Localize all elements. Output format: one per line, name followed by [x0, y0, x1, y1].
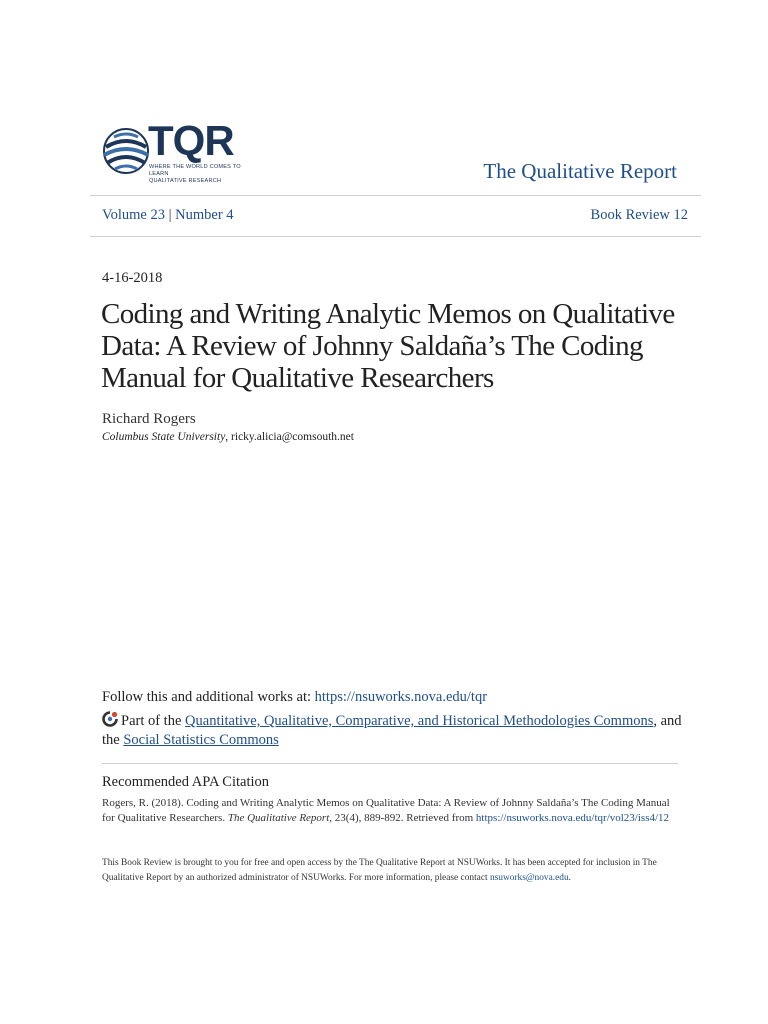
logo-tagline-line1: WHERE THE WORLD COMES TO LEARN: [149, 164, 241, 177]
commons-link-social-statistics[interactable]: Social Statistics Commons: [123, 732, 279, 748]
journal-title-link[interactable]: The Qualitative Report: [483, 159, 677, 183]
publication-date: 4-16-2018: [102, 270, 163, 286]
volume-separator: |: [168, 207, 172, 223]
logo-tagline-line2: QUALITATIVE RESEARCH: [149, 178, 222, 184]
header-divider-bottom: [90, 236, 701, 237]
commons-link-methodologies[interactable]: Quantitative, Qualitative, Comparative, and Historical Methodologies Commons: [185, 713, 654, 729]
access-note: [102, 856, 682, 886]
part-of-prefix: Part of the: [121, 713, 186, 729]
book-review-link[interactable]: Book Review 12: [590, 207, 688, 223]
network-commons-icon: [102, 711, 118, 727]
author-affiliation: [102, 431, 354, 443]
follow-text: Follow this and additional works at:: [102, 689, 315, 705]
follow-line: [102, 689, 487, 706]
tqr-logo[interactable]: [100, 117, 250, 184]
follow-link[interactable]: https://nsuworks.nova.edu/tqr: [314, 689, 488, 705]
citation-text: [102, 796, 682, 825]
author-name: Richard Rogers: [102, 411, 196, 427]
citation-divider: [102, 763, 678, 764]
author-email: , ricky.alicia@comsouth.net: [225, 431, 354, 443]
contact-email-link[interactable]: nsuworks@nova.edu: [489, 873, 569, 883]
volume-link[interactable]: Volume 23: [102, 207, 165, 223]
citation-part2: , 23(4), 889-892. Retrieved from: [329, 811, 476, 824]
volume-issue: [102, 207, 234, 224]
header-divider-top: [90, 195, 701, 196]
number-link[interactable]: Number 4: [175, 207, 234, 223]
article-title: Coding and Writing Analytic Memos on Qualitative Data: A Review of Johnny Saldaña’s The Coding Manual for Qualitative Researchers: [101, 298, 675, 394]
logo-wordmark: TQR: [148, 117, 234, 164]
globe-logo-icon: [100, 125, 152, 177]
affiliation-name: Columbus State University: [102, 431, 226, 443]
access-note-text: This Book Review is brought to you for free and open access by the The Qualitative Report at NSUWorks. It has been accepted for inclusion in The Qualitative Report by an authorized administrator of NSUWorks. For more information, please contact: [102, 858, 657, 883]
citation-heading: Recommended APA Citation: [102, 774, 270, 790]
logo-tagline: [149, 164, 259, 185]
part-of-commons: [102, 711, 682, 750]
citation-url-link[interactable]: https://nsuworks.nova.edu/tqr/vol23/iss4/12: [475, 811, 670, 824]
citation-part1: Rogers, R. (2018). Coding and Writing Analytic Memos on Qualitative Data: A Review of Johnny Saldaña’s The Coding Manual for Qualitative Researchers.: [102, 797, 670, 824]
citation-journal: The Qualitative Report: [227, 811, 330, 824]
part-of-middle: , and the: [102, 713, 682, 748]
access-note-end: .: [568, 873, 571, 883]
